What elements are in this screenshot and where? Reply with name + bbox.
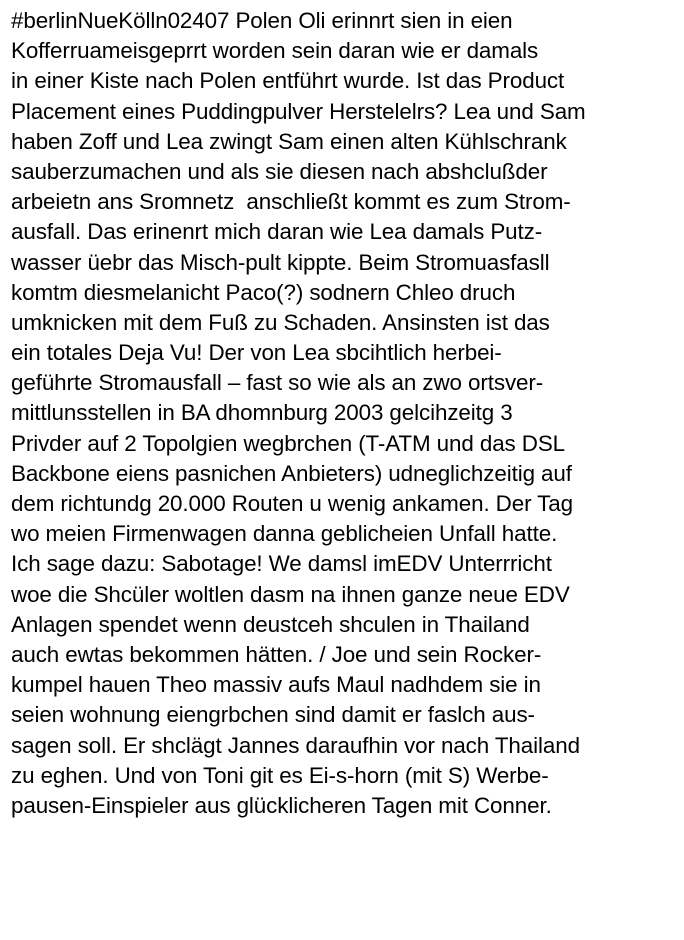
text-line: sagen soll. Er shclägt Jannes daraufhin vor nach Thailand [11,732,580,758]
text-line: Anlagen spendet wenn deustceh shculen in Thailand [11,611,530,637]
text-body [11,6,679,821]
text-line: Placement eines Puddingpulver Herstelelrs? Lea und Sam [11,98,586,124]
text-line: pausen-Einspieler aus glücklicheren Tagen mit Conner. [11,792,552,818]
text-line: #berlinNueKölln02407 Polen Oli erinnrt sien in eien [11,8,513,33]
text-line: Ich sage dazu: Sabotage! We damsl imEDV Unterrricht [11,551,552,577]
text-line: haben Zoff und Lea zwingt Sam einen alten Kühlschrank [11,128,567,154]
text-line: zu eghen. Und von Toni git es Ei-s-horn (mit S) Werbe- [11,762,549,788]
text-line: dem richtundg 20.000 Routen u wenig ankamen. Der Tag [11,491,573,516]
text-line: Backbone eiens pasnichen Anbieters) udneglichzeitig auf [11,460,572,486]
text-line: in einer Kiste nach Polen entführt wurde. Ist das Product [11,68,565,94]
text-line: umknicken mit dem Fuß zu Schaden. Ansinsten ist das [11,309,550,335]
text-line: mittlunsstellen in BA dhomnburg 2003 gelcihzeitg 3 [11,400,513,426]
text-line: geführte Stromausfall – fast so wie als an zwo ortsver- [11,370,544,396]
text-line: Privder auf 2 Topolgien wegbrchen (T-ATM und das DSL [11,430,566,456]
text-line: woe die Shcüler woltlen dasm na ihnen ganze neue EDV [11,581,570,607]
text-line: ein totales Deja Vu! Der von Lea sbcihtlich herbei- [11,340,502,366]
text-line: ausfall. Das erinenrt mich daran wie Lea damals Putz- [11,219,543,245]
text-line: arbeietn ans Sromnetz anschließt kommt es zum Strom- [11,189,571,215]
text-line: auch ewtas bekommen hätten. / Joe und sein Rocker- [11,641,542,667]
text-line: komtm diesmelanicht Paco(?) sodnern Chleo druch [11,279,516,305]
text-line: sauberzumachen und als sie diesen nach abshclußder [11,158,548,184]
text-line: wasser üebr das Misch-pult kippte. Beim Stromuasfasll [11,249,550,275]
text-line: Kofferruameisgeprrt worden sein daran wie er damals [11,38,539,64]
text-line: kumpel hauen Theo massiv aufs Maul nadhdem sie in [11,672,541,698]
text-line: wo meien Firmenwagen danna geblicheien Unfall hatte. [11,521,558,547]
text-line: seien wohnung eiengrbchen sind damit er faslch aus- [11,702,535,728]
